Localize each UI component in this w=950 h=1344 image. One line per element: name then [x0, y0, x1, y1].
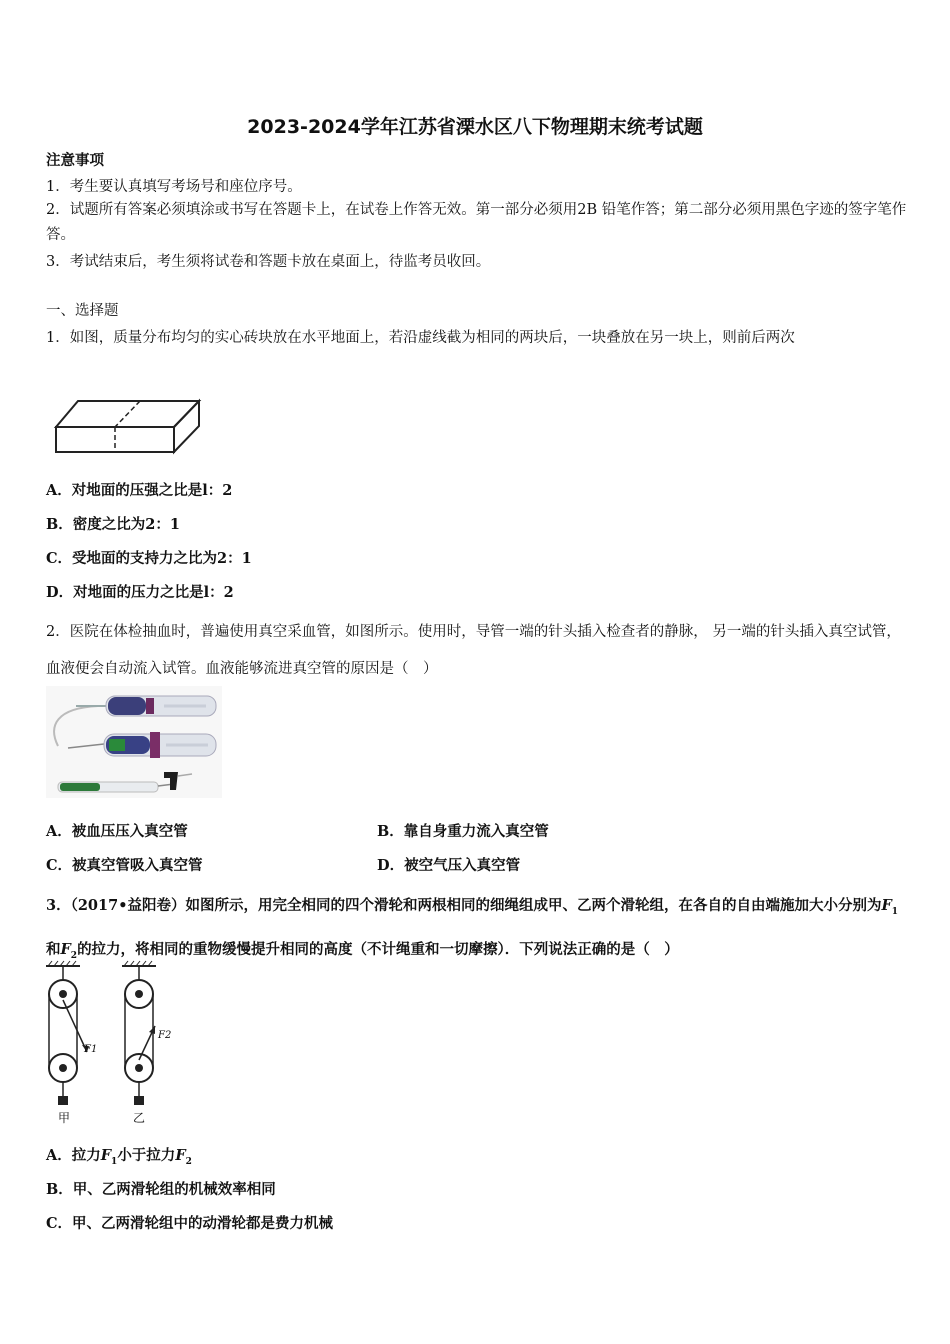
q3-option-a-sub-2: 2	[185, 1156, 192, 1167]
q3-option-a-f1: F	[100, 1147, 112, 1164]
q1-option-b: B．密度之比为2：1	[46, 516, 180, 533]
q2-stem: 2．医院在体检抽血时，普遍使用真空采血管，如图所示。使用时，导管一端的针头插入检查者的静脉， 另一端的针头插入真空试管，血液便会自动流入试管。血液能够流进真空管的原因是（ ）	[46, 624, 901, 677]
q3-force-sub-2: 2	[70, 950, 78, 961]
q3-option-c: C．甲、乙两滑轮组中的动滑轮都是费力机械	[46, 1215, 334, 1232]
pulley-force-label-1: F1	[84, 1044, 98, 1055]
q3-option-a-sub-1: 1	[111, 1156, 118, 1167]
q3-stem-part-b: 的拉力，将相同的重物缓慢提升相同的高度（不计绳重和一切摩擦）．下列说法正确的是（ ）	[77, 940, 679, 958]
q1-option-d: D．对地面的压力之比是l：2	[46, 584, 234, 601]
q3-option-b: B．甲、乙两滑轮组的机械效率相同	[46, 1181, 276, 1198]
blood-tube-figure	[46, 686, 222, 798]
q2-option-a: A．被血压压入真空管	[46, 823, 188, 840]
notice-item-2: 2．试题所有答案必须填涂或书写在答题卡上，在试卷上作答无效。第一部分必须用2B 铅笔作答；第二部分必须用黑色字迹的签字笔作答。	[46, 202, 907, 243]
q3-force-sub-1: 1	[891, 906, 899, 917]
pulley-force-label-2: F2	[158, 1030, 172, 1041]
q3-force-symbol-1: F	[881, 897, 892, 914]
pulley-label-yi: 乙	[133, 1111, 146, 1125]
q3-force-symbol-2: F	[60, 940, 71, 958]
notice-item-3: 3．考试结束后，考生须将试卷和答题卡放在桌面上，待监考员收回。	[46, 254, 491, 270]
section-heading: 一、选择题	[46, 303, 119, 319]
q3-option-a-f2: F	[175, 1147, 186, 1164]
q3-option-a-part-2: 小于拉力	[117, 1147, 176, 1164]
q1-option-c: C．受地面的支持力之比为2：1	[46, 550, 252, 567]
pulley-label-jia: 甲	[58, 1111, 71, 1125]
exam-title: 2023-2024学年江苏省溧水区八下物理期末统考试题	[247, 116, 703, 138]
q2-option-d: D．被空气压入真空管	[377, 857, 521, 874]
q3-stem-and: 和	[46, 940, 61, 958]
q1-option-a: A．对地面的压强之比是l：2	[46, 482, 233, 499]
notice-item-1: 1．考生要认真填写考场号和座位序号。	[46, 179, 302, 195]
q2-option-c: C．被真空管吸入真空管	[46, 857, 203, 874]
q3-option-a-part-1: A．拉力	[46, 1147, 101, 1164]
q3-stem-part-a: 3．（2017•益阳卷）如图所示，用完全相同的四个滑轮和两根相同的细绳组成甲、乙两个滑轮组，在各自的自由端施加大小分别为	[46, 897, 882, 914]
q1-stem: 1．如图，质量分布均匀的实心砖块放在水平地面上，若沿虚线截为相同的两块后，一块叠放在另一块上，则前后两次	[46, 330, 795, 346]
q2-option-b: B．靠自身重力流入真空管	[377, 823, 549, 840]
notice-heading: 注意事项	[46, 152, 104, 169]
q3-option-a	[46, 1147, 192, 1171]
brick-figure	[52, 396, 202, 458]
